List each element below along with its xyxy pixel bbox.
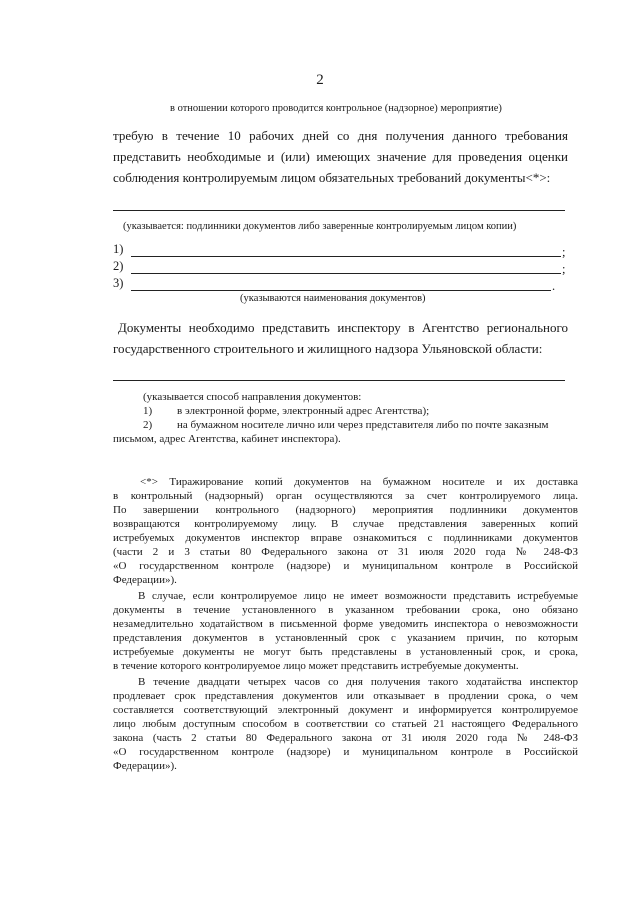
footnote-line: в контрольный (надзорный) орган осуществляются за счет контролируемого лица. [113, 490, 578, 502]
method-item-text: на бумажном носителе лично или через представителя либо по почте заказным [177, 419, 549, 431]
fill-line-item-1 [131, 256, 561, 257]
method-item-num: 2) [143, 419, 153, 431]
caption-originals: (указывается: подлинники документов либо заверенные контролируемым лицом копии) [123, 221, 517, 232]
list-item-end: . [552, 279, 556, 293]
footnote-line: возвращаются контролируемому лицу. В случае представления заверенных копий [113, 518, 578, 530]
submit-line-2: государственного строительного и жилищного надзора Ульяновской области: [113, 341, 543, 356]
footnote-line: документы в течение установленного в указанном требовании срока, оно обязано [113, 604, 578, 616]
footnote-line: истребуемых документов инспектор вправе ознакомиться с подлинниками документов [113, 532, 578, 544]
footnote-line: В течение двадцати четырех часов со дня получения такого ходатайства инспектор [138, 676, 578, 688]
list-item-end: ; [562, 245, 566, 259]
footnote-line: закона (часть 2 статьи 80 Федерального закона от 31 июля 2020 года № 248-ФЗ [113, 732, 578, 744]
footnote-line: лицо любым доступным способом в соответствии со статьей 21 настоящего Федерального [113, 718, 578, 730]
request-line-3: соблюдения контролируемым лицом обязательных требований документы<*>: [113, 170, 551, 185]
fill-line-method [113, 380, 565, 381]
footnote-line: представления документов в установленный срок с указанием причин, по которым [113, 632, 578, 644]
method-caption: (указывается способ направления документов: [143, 391, 362, 403]
fill-line-item-2 [131, 273, 561, 274]
footnote-line: в течение которого контролируемое лицо может представить истребуемые документы. [113, 660, 519, 672]
footnote-line: незамедлительно ходатайством в письменной форме уведомить инспектора о невозможности [113, 618, 578, 630]
method-item-text: в электронной форме, электронный адрес Агентства); [177, 405, 430, 417]
caption-document-names: (указываются наименования документов) [240, 293, 426, 304]
footnote-line: В случае, если контролируемое лицо не имеет возможности представить истребуемые [138, 590, 578, 602]
footnote-line: составляется соответствующий электронный документ и информируется контролируемое [113, 704, 578, 716]
list-item-num: 2) [113, 259, 124, 273]
footnote-line: продлевает срок представления документов или отказывает в продлении срока, о чем [113, 690, 578, 702]
footnote-line: «О государственном контроле (надзоре) и муниципальном контроле в Российской [113, 746, 578, 758]
method-item-num: 1) [143, 405, 153, 417]
footnote-line: <*> Тиражирование копий документов на бумажном носителе и их доставка [140, 476, 578, 488]
submit-line-1: Документы необходимо представить инспектору в Агентство регионального [118, 320, 568, 335]
fill-line-documents [113, 210, 565, 211]
list-item-num: 3) [113, 276, 124, 290]
footnote-line: Федерации»). [113, 760, 177, 772]
request-line-2: представить необходимые и (или) имеющих значение для проведения оценки [113, 149, 568, 164]
page-number: 2 [316, 72, 324, 88]
footnote-line: По завершении контрольного (надзорного) мероприятия подлинники документов [113, 504, 578, 516]
footnote-line: «О государственном контроле (надзоре) и муниципальном контроле в Российской [113, 560, 578, 572]
method-tail: письмом, адрес Агентства, кабинет инспектора). [113, 433, 341, 445]
footnote-line: Федерации»). [113, 574, 177, 586]
footnote-line: (части 2 и 3 статьи 80 Федерального закона от 31 июля 2020 года № 248-ФЗ [113, 546, 578, 558]
footnote-line: истребуемые документы не могут быть представлены в установленный срок, и срока, [113, 646, 578, 658]
fill-line-item-3 [131, 290, 551, 291]
list-item-num: 1) [113, 242, 124, 256]
list-item-end: ; [562, 262, 566, 276]
caption-inspected-party: в отношении которого проводится контрольное (надзорное) мероприятие) [170, 103, 502, 114]
request-line-1: требую в течение 10 рабочих дней со дня получения данного требования [113, 128, 568, 143]
